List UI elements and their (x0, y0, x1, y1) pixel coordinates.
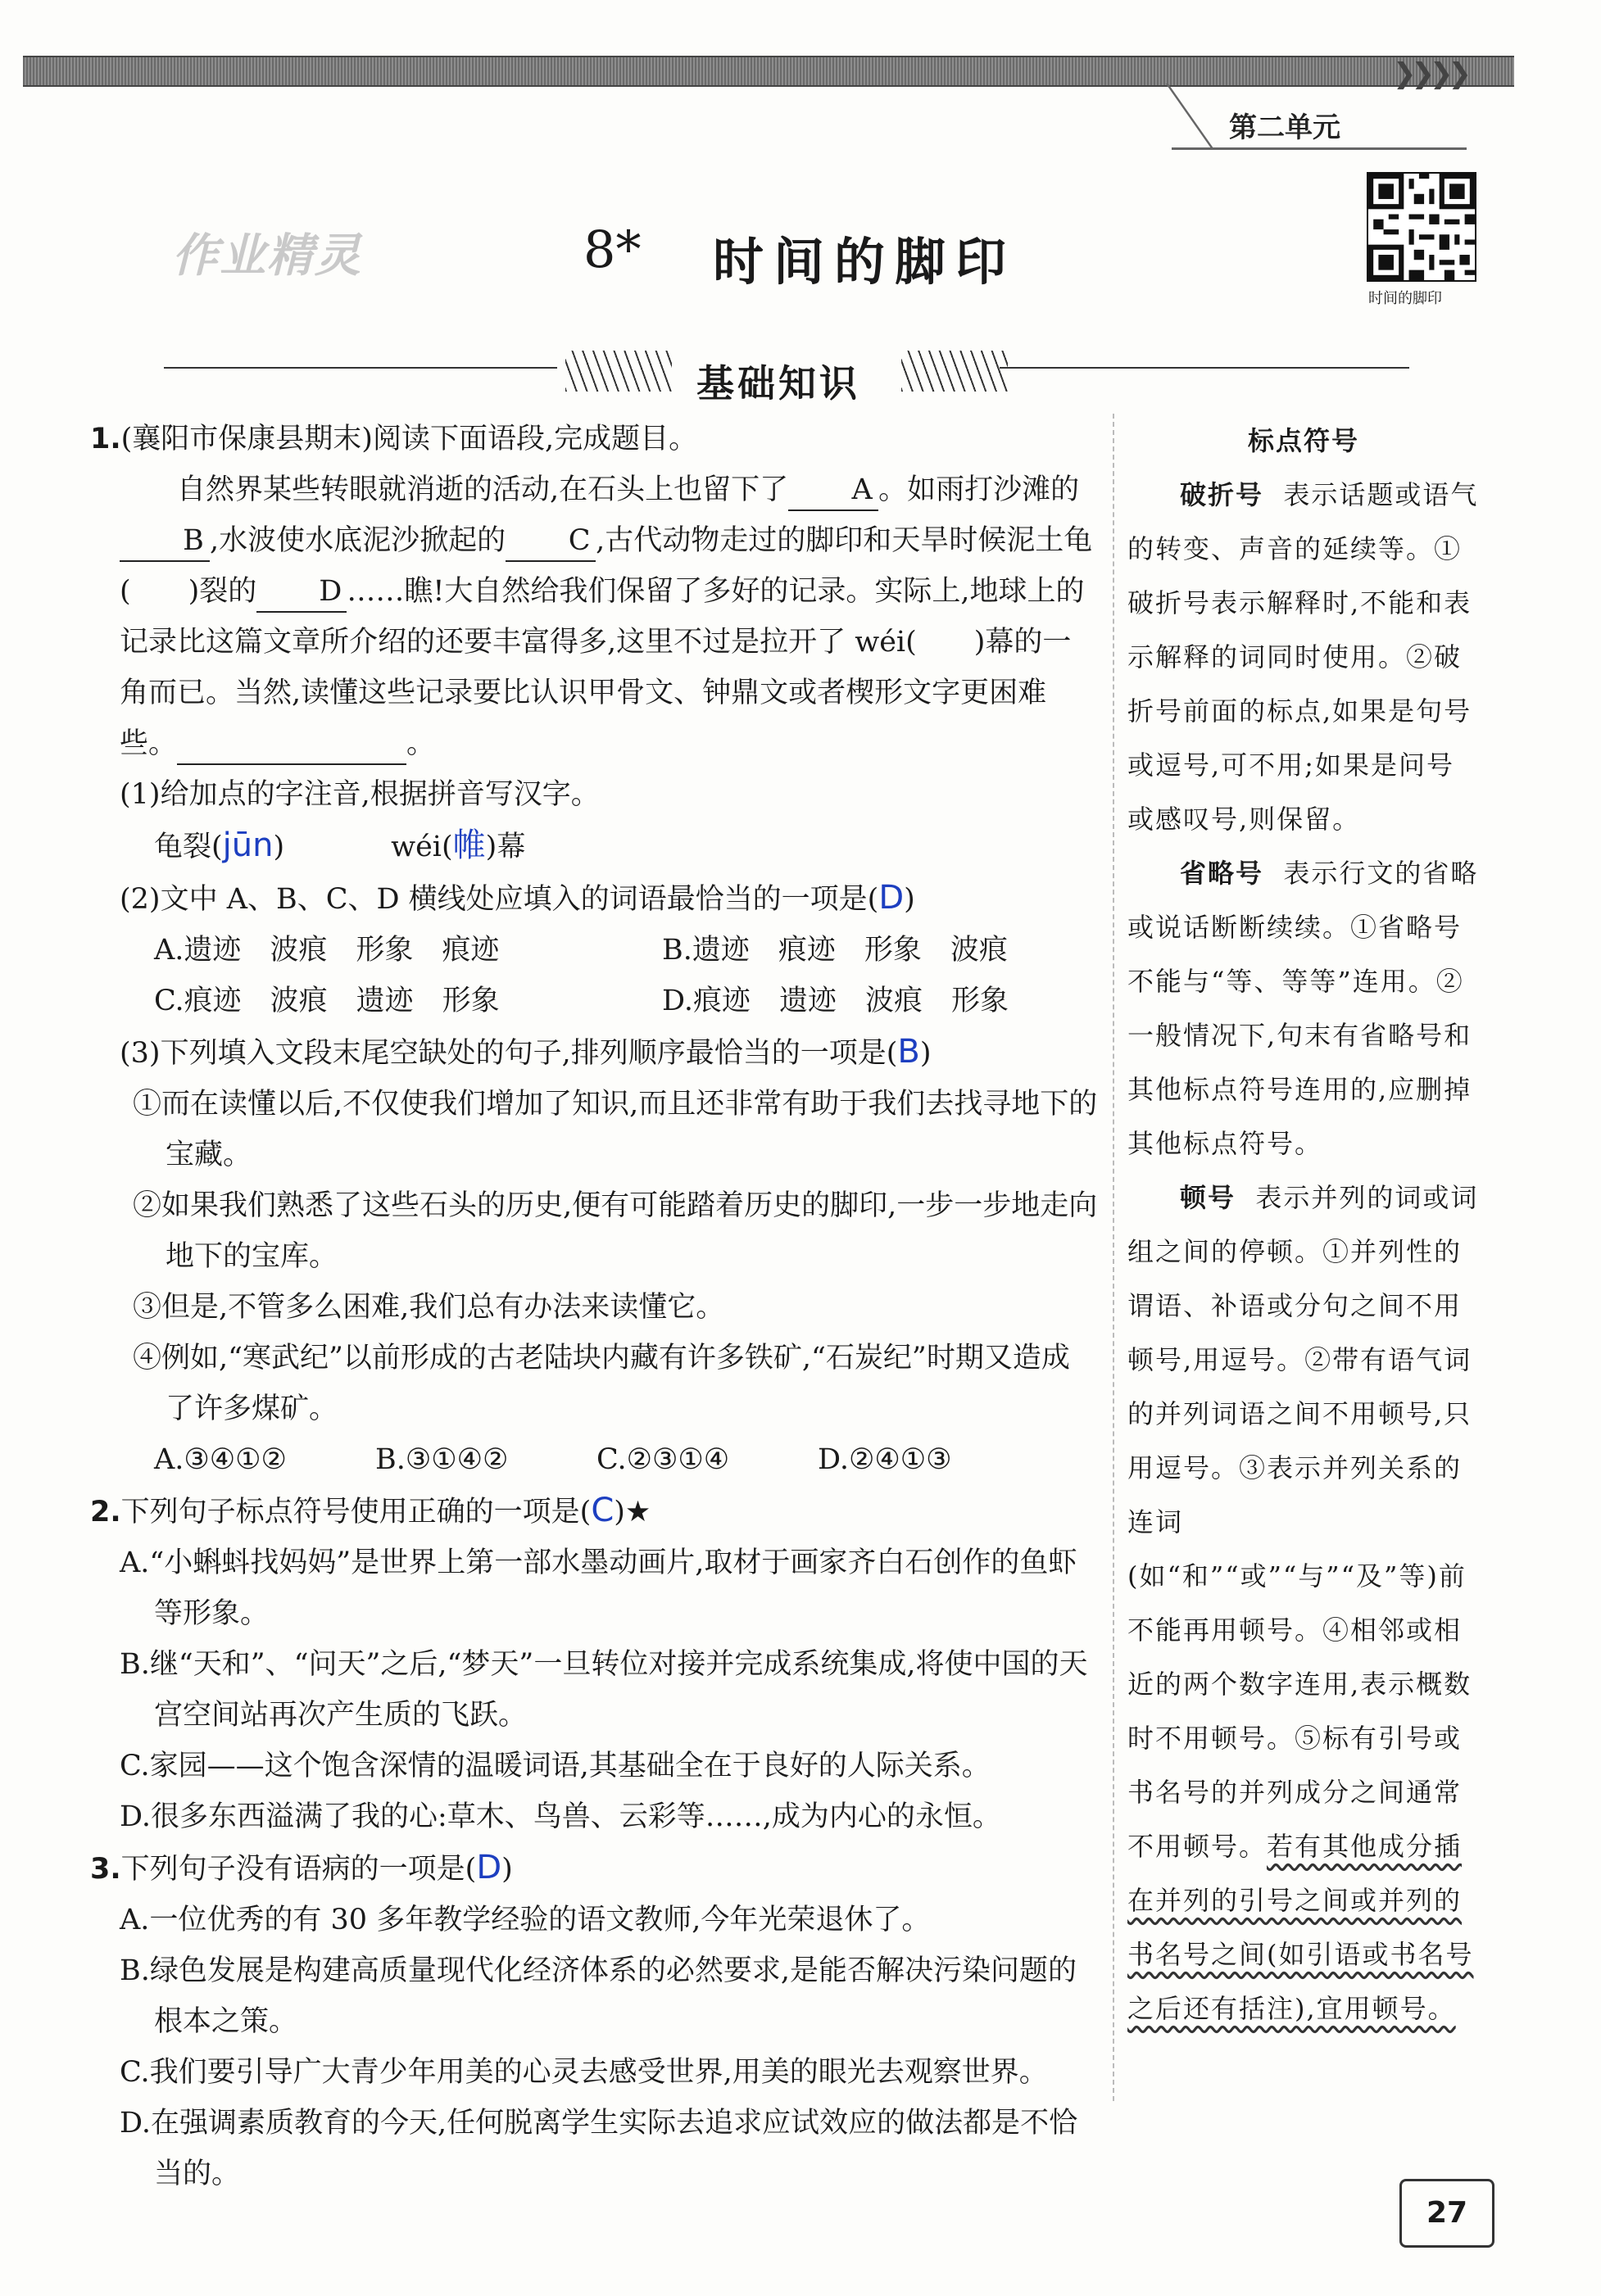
note-comma-keyword: 顿号 (1180, 1182, 1236, 1213)
note-comma-text: 表示并列的词或词组之间的停顿。①并列性的谓语、补语或分句之间不用顿号,用逗号。②带有语气词的并列词语之间不用顿号,只用逗号。③表示并列关系的连词(如“和”“或”“与”“及”等)前不能再用顿号。④相邻或相近的两个数字连用,表示概数时不用顿号。⑤标有引号或书名号的并列成分之间通常不用顿号。 (1127, 1182, 1479, 1862)
q3-close: ) (501, 1853, 513, 1886)
passage-s1: 自然界某些转眼就消逝的活动,在石头上也留下了 (177, 473, 789, 506)
sub1-item1-pre: 龟裂( (154, 831, 223, 863)
passage-s5: )裂的 (188, 575, 257, 608)
sub2-answer: D (878, 879, 905, 917)
q3-option-d[interactable]: D.在强调素质教育的今天,任何脱离学生实际去追求应试效应的做法都是不恰当的。 (120, 2107, 1078, 2190)
q1-sub1-prompt: (1)给加点的字注音,根据拼音写汉字。 (120, 778, 600, 811)
q3-option-a[interactable]: A.一位优秀的有 30 多年教学经验的语文教师,今年光荣退休了。 (120, 1904, 931, 1936)
unit-label: 第二单元 (1229, 111, 1340, 144)
q2-answer: C (591, 1492, 615, 1529)
sub3-sentence-3: ③但是,不管多么困难,我们总有办法来读懂它。 (133, 1291, 725, 1324)
q1-sub1-answers (90, 820, 1098, 872)
q2-option-d[interactable]: D.很多东西溢满了我的心:草木、鸟兽、云彩等……,成为内心的永恒。 (120, 1800, 1001, 1833)
q1-sub2-prompt (90, 872, 1098, 925)
sub2-close: ) (904, 883, 915, 916)
sub3-options (90, 1434, 1098, 1485)
sub3-option-d[interactable]: D.②④①③ (818, 1443, 952, 1476)
header-band (23, 56, 1514, 87)
blank-d: D (256, 572, 347, 613)
q3-answer: D (476, 1849, 502, 1886)
section-rule-right (1000, 367, 1409, 369)
lesson-number: 8* (583, 220, 642, 279)
page-number: 27 (1399, 2179, 1494, 2248)
blank-b: B (120, 521, 210, 562)
q1-stem (90, 414, 1098, 464)
sidebar-title: 标点符号 (1247, 425, 1359, 456)
section-title: 基础知识 (696, 361, 860, 405)
q1-sub3-prompt (90, 1026, 1098, 1079)
sub1-item2-answer: 帷 (452, 826, 486, 864)
sidebar-notes (1127, 414, 1480, 2036)
note-ellipsis (1127, 846, 1480, 1171)
blank-end (177, 724, 406, 765)
q2-close: )★ (614, 1496, 651, 1528)
sub3-close: ) (919, 1037, 932, 1070)
lesson-title: 时间的脚印 (713, 232, 1017, 292)
main-column (90, 414, 1098, 2199)
section-rule-left (164, 367, 557, 369)
sub3-sentence-4: ④例如,“寒武纪”以前形成的古老陆块内藏有许多铁矿,“石炭纪”时期又造成了许多煤矿。 (133, 1342, 1070, 1425)
sub3-sentence-2: ②如果我们熟悉了这些石头的历史,便有可能踏着历史的脚印,一步一步地走向地下的宝库。 (133, 1189, 1098, 1273)
sub3-sentence-1: ①而在读懂以后,不仅使我们增加了知识,而且还非常有助于我们去找寻地下的宝藏。 (133, 1088, 1098, 1171)
q2-option-a[interactable]: A.“小蝌蚪找妈妈”是世界上第一部水墨动画片,取材于画家齐白石创作的鱼虾等形象。 (120, 1547, 1077, 1630)
section-hatch-left (565, 351, 672, 392)
section-hatch-right (901, 351, 1008, 392)
sub3-option-c[interactable]: C.②③①④ (596, 1443, 730, 1476)
column-divider (1113, 414, 1114, 2101)
sub1-item2-post: )幕 (485, 831, 526, 863)
sub2-option-b[interactable]: B.遗迹 痕迹 形象 波痕 (662, 934, 1008, 967)
passage-s8: 。 (406, 727, 436, 760)
qr-code-icon[interactable] (1367, 172, 1476, 282)
sub1-item2-pre: wéi( (391, 831, 453, 863)
q2-number: 2. (90, 1496, 121, 1528)
chevron-right-icon: ❯❯❯❯ (1393, 57, 1467, 90)
q3-prompt (90, 1842, 1098, 1895)
q1-number: 1. (90, 423, 121, 455)
passage-s6: ……瞧!大自然给我们保留了多好的记录。实际上,地球上的记录比这篇文章所介绍的还要丰富得多,这里不过是拉开了 wéi( (120, 575, 1085, 659)
note-dash (1127, 468, 1480, 846)
note-dash-keyword: 破折号 (1180, 479, 1264, 510)
note-dash-text: 表示话题或语气的转变、声音的延续等。①破折号表示解释时,不能和表示解释的词同时使用。②破折号前面的标点,如果是句号或逗号,可不用;如果是问号或感叹号,则保留。 (1127, 479, 1479, 835)
q1-sub2-options-row1 (90, 925, 1098, 976)
note-ellipsis-text: 表示行文的省略或说话断断续续。①省略号不能与“等、等等”连用。②一般情况下,句末有省略号和其他标点符号连用的,应删掉其他标点符号。 (1127, 858, 1479, 1159)
q2-prompt-text: 下列句子标点符号使用正确的一项是( (120, 1496, 592, 1528)
sub2-option-c[interactable]: C.痕迹 波痕 遗迹 形象 (154, 985, 500, 1017)
sub3-answer: B (897, 1033, 920, 1071)
q2-option-b[interactable]: B.继“天和”、“问天”之后,“梦天”一旦转位对接并完成系统集成,将使中国的天宫空间站再次产生质的飞跃。 (120, 1648, 1088, 1732)
note-comma (1127, 1171, 1480, 2036)
q3-prompt-text: 下列句子没有语病的一项是( (120, 1853, 477, 1886)
sub2-option-a[interactable]: A.遗迹 波痕 形象 痕迹 (154, 934, 500, 967)
passage-s2: 。如雨打沙滩的 (878, 473, 1080, 506)
q3-option-b[interactable]: B.绿色发展是构建高质量现代化经济体系的必然要求,是能否解决污染问题的根本之策。 (120, 1954, 1077, 2038)
qr-caption: 时间的脚印 (1368, 290, 1442, 307)
note-comma-wavy: 若有其他成分插在并列的引号之间或并列的书名号之间(如引语或书名号之后还有括注),宜用顿号。 (1127, 1831, 1474, 2024)
sub2-option-d[interactable]: D.痕迹 遗迹 波痕 形象 (662, 985, 1009, 1017)
passage-s7: )幕的一角而已。当然,读懂这些记录要比认识甲骨文、钟鼎文或者楔形文字更困难些。 (120, 626, 1072, 760)
q3-option-c[interactable]: C.我们要引导广大青少年用美的心灵去感受世界,用美的眼光去观察世界。 (120, 2056, 1048, 2089)
passage-s4: ,古代动物走过的脚印和天旱时候泥土龟( (120, 524, 1093, 608)
q2-prompt (90, 1485, 1098, 1537)
q3-number: 3. (90, 1853, 121, 1886)
q1-stem-text: (襄阳市保康县期末)阅读下面语段,完成题目。 (120, 423, 698, 455)
q1-passage (90, 464, 1098, 769)
sub3-prompt-text: (3)下列填入文段末尾空缺处的句子,排列顺序最恰当的一项是( (120, 1037, 898, 1070)
q1-sub2-options-row2 (90, 976, 1098, 1026)
sub1-item1-post: ) (273, 831, 285, 863)
logo-watermark: 作业精灵 (172, 229, 362, 283)
sub2-prompt-text: (2)文中 A、B、C、D 横线处应填入的词语最恰当的一项是( (120, 883, 879, 916)
q2-option-c[interactable]: C.家园——这个饱含深情的温暖词语,其基础全在于良好的人际关系。 (120, 1750, 991, 1782)
sub3-option-a[interactable]: A.③④①② (154, 1443, 287, 1476)
sub3-option-b[interactable]: B.③①④② (375, 1443, 509, 1476)
passage-s3: ,水波使水底泥沙掀起的 (210, 524, 506, 557)
blank-a: A (788, 470, 878, 511)
sub1-item1-answer: jūn (222, 826, 274, 864)
note-ellipsis-keyword: 省略号 (1180, 858, 1264, 889)
blank-c: C (506, 521, 596, 562)
